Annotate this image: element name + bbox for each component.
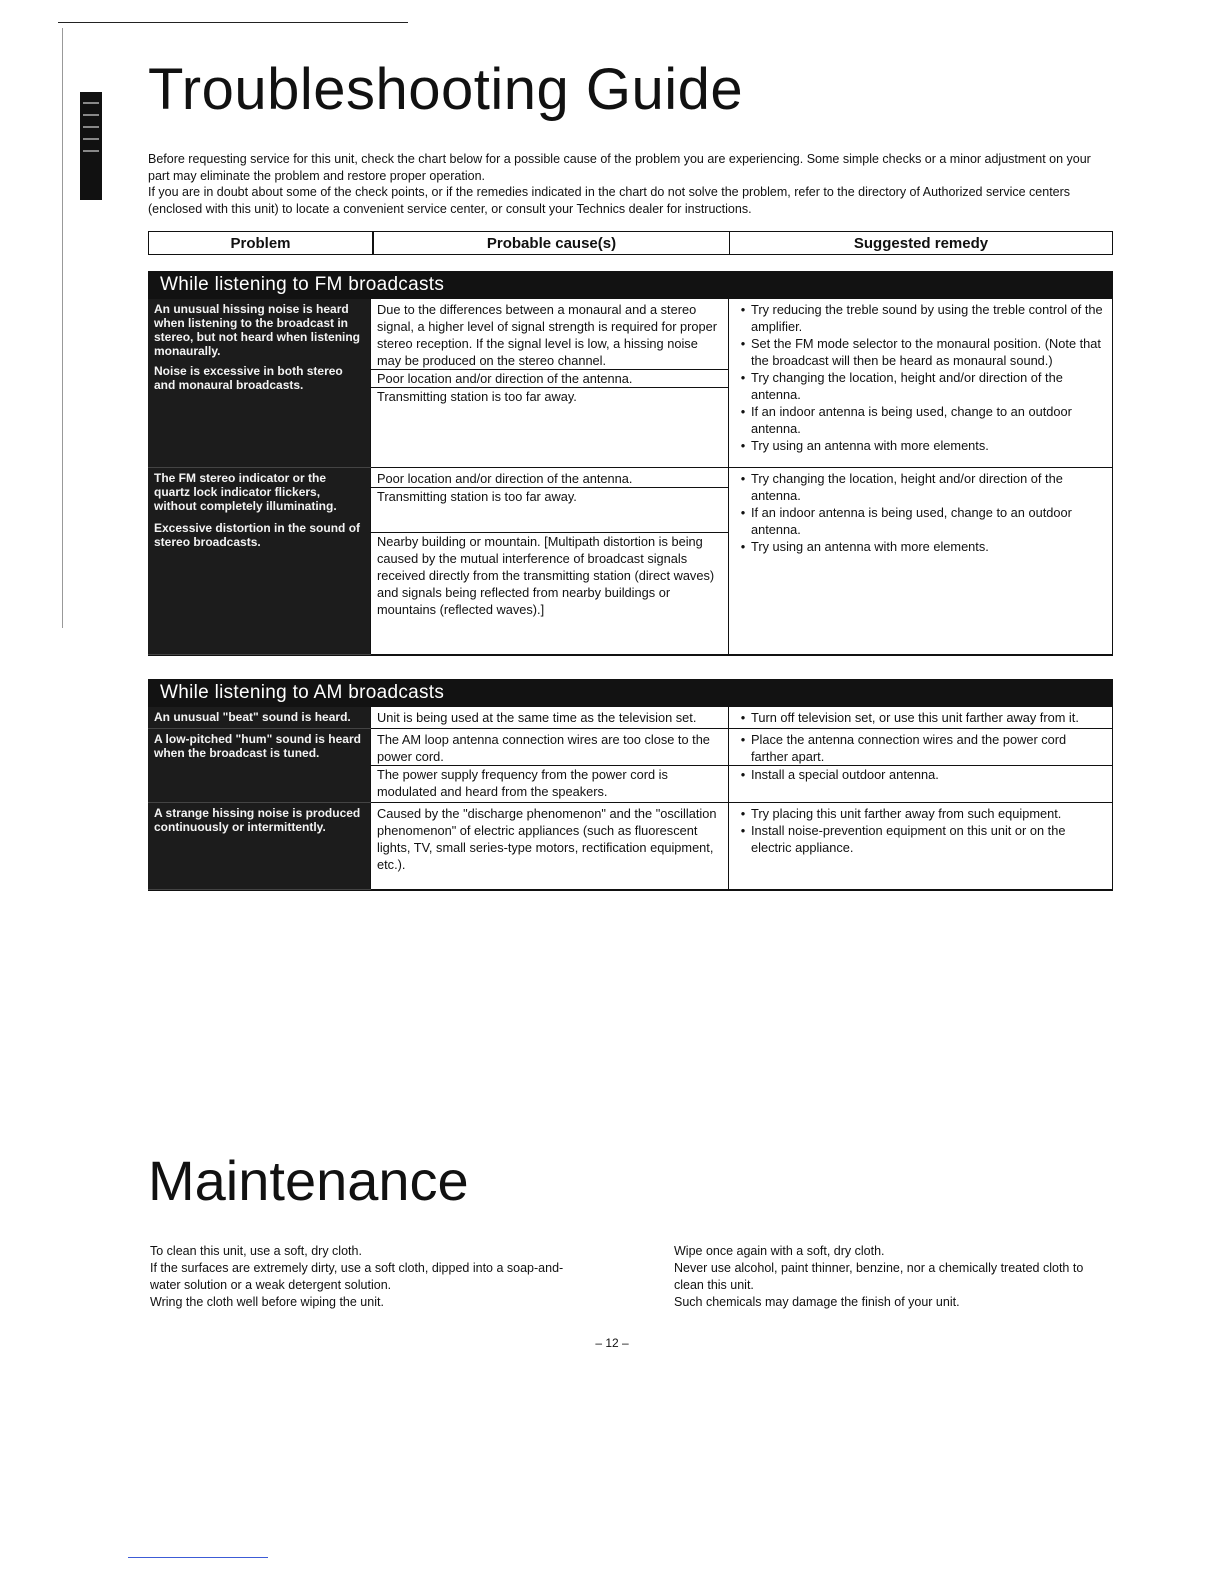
remedy-text: • Try reducing the treble sound by using the treble control of the amplifier. [735, 301, 1106, 335]
cause-text: The power supply frequency from the power cord is modulated and heard from the speakers. [377, 767, 668, 799]
maintenance-title: Maintenance [148, 1149, 469, 1212]
table-row [148, 468, 1112, 655]
remedy-text: • Turn off television set, or use this unit farther away from it. [735, 709, 1106, 726]
maintenance-text: Wipe once again with a soft, dry cloth. [674, 1244, 885, 1258]
cause-cell [371, 707, 729, 729]
intro-text [148, 151, 1113, 217]
page-number: – 12 – [595, 1336, 629, 1350]
fm-section [148, 271, 1113, 656]
header-cause: Probable cause(s) [373, 232, 730, 255]
remedy-cell [729, 299, 1113, 468]
remedy-text: • If an indoor antenna is being used, change to an outdoor antenna. [735, 403, 1106, 437]
remedy-cell [729, 468, 1113, 655]
header-problem: Problem [149, 232, 374, 255]
cause-text: Poor location and/or direction of the antenna. [371, 470, 728, 488]
section-tab-marker [80, 92, 102, 200]
top-scan-rule [58, 22, 408, 23]
remedy-cell [729, 707, 1113, 729]
remedy-text: • Try using an antenna with more elements. [735, 538, 1106, 555]
cause-text: Poor location and/or direction of the antenna. [371, 370, 728, 388]
remedy-text: • Try changing the location, height and/or direction of the antenna. [735, 470, 1106, 504]
problem-cell [148, 299, 371, 468]
cause-text: Nearby building or mountain. [Multipath distortion is being caused by the mutual interference of broadcast signals received directly from the transmitting station (direct waves) and signals being reflected from nearby buildings or mountains (reflected waves).] [377, 534, 715, 617]
cause-text: Transmitting station is too far away. [371, 488, 728, 533]
remedy-text: • Place the antenna connection wires and the power cord farther apart. [729, 731, 1112, 766]
problem-cell: An unusual "beat" sound is heard. [148, 707, 371, 729]
cause-text: Caused by the "discharge phenomenon" and the "oscillation phenomenon" of electric appliances (such as fluorescent lights, TV, small series-type motors, rectification equipment, etc.). [377, 806, 717, 872]
maintenance-text: Such chemicals may damage the finish of your unit. [674, 1295, 960, 1309]
cause-text: Unit is being used at the same time as the television set. [377, 710, 697, 725]
maintenance-text: Never use alcohol, paint thinner, benzine, nor a chemically treated cloth to clean this unit. [674, 1261, 1084, 1292]
table-row [148, 299, 1112, 468]
cause-text: Due to the differences between a monaural and a stereo signal, a higher level of signal strength is required for proper stereo reception. If the signal level is low, a hissing noise may be produced on the stereo channel. [371, 301, 728, 370]
maintenance-left-column [150, 1243, 590, 1311]
remedy-text: • Install a special outdoor antenna. [735, 766, 1106, 783]
am-table [148, 707, 1112, 890]
cause-cell [371, 803, 729, 890]
remedy-text: • Try using an antenna with more elements. [735, 437, 1106, 454]
cause-text: The AM loop antenna connection wires are too close to the power cord. [371, 731, 728, 766]
problem-text: Excessive distortion in the sound of stereo broadcasts. [154, 521, 361, 549]
remedy-cell [729, 803, 1113, 890]
remedy-text: • Set the FM mode selector to the monaural position. (Note that the broadcast will then be heard as monaural sound.) [735, 335, 1106, 369]
table-header [148, 231, 1113, 255]
problem-cell [148, 468, 371, 655]
am-section [148, 679, 1113, 891]
table-row [148, 803, 1112, 890]
remedy-text: • If an indoor antenna is being used, change to an outdoor antenna. [735, 504, 1106, 538]
remedy-text: • Install noise-prevention equipment on this unit or on the electric appliance. [735, 822, 1106, 856]
cause-cell [371, 729, 729, 803]
cause-cell [371, 468, 729, 655]
problem-cell: A low-pitched "hum" sound is heard when the broadcast is tuned. [148, 729, 371, 803]
problem-text: An unusual hissing noise is heard when listening to the broadcast in stereo, but not heard when listening monaurally. [154, 302, 361, 358]
table-row [148, 729, 1112, 803]
maintenance-text: Wring the cloth well before wiping the unit. [150, 1295, 384, 1309]
table-row [148, 707, 1112, 729]
maintenance-text: To clean this unit, use a soft, dry cloth. [150, 1244, 362, 1258]
left-scan-rule [62, 28, 63, 628]
problem-cell: A strange hissing noise is produced continuously or intermittently. [148, 803, 371, 890]
maintenance-text: If the surfaces are extremely dirty, use a soft cloth, dipped into a soap-and-water solution or a weak detergent solution. [150, 1261, 564, 1292]
cause-text: Transmitting station is too far away. [377, 389, 577, 404]
fm-table [148, 299, 1112, 655]
intro-paragraph: If you are in doubt about some of the check points, or if the remedies indicated in the chart do not solve the problem, refer to the directory of Authorized service centers (enclosed with this unit) to locate a convenient service center, or consult your Technics dealer for instructions. [148, 185, 1071, 216]
page-title: Troubleshooting Guide [148, 57, 744, 122]
problem-text: The FM stereo indicator or the quartz lock indicator flickers, without completely illuminating. [154, 471, 337, 513]
remedy-text: • Try placing this unit farther away from such equipment. [735, 805, 1106, 822]
header-remedy: Suggested remedy [730, 232, 1113, 255]
remedy-text: • Try changing the location, height and/or direction of the antenna. [735, 369, 1106, 403]
am-section-title: While listening to AM broadcasts [148, 679, 1112, 707]
bottom-scan-rule [128, 1557, 268, 1558]
remedy-cell [729, 729, 1113, 803]
cause-cell [371, 299, 729, 468]
fm-section-title: While listening to FM broadcasts [148, 271, 1112, 299]
intro-paragraph: Before requesting service for this unit, check the chart below for a possible cause of the problem you are experiencing. Some simple checks or a minor adjustment on your part may eliminate the problem and restore proper operation. [148, 152, 1091, 183]
maintenance-right-column [674, 1243, 1114, 1311]
problem-text: Noise is excessive in both stereo and monaural broadcasts. [154, 364, 343, 392]
